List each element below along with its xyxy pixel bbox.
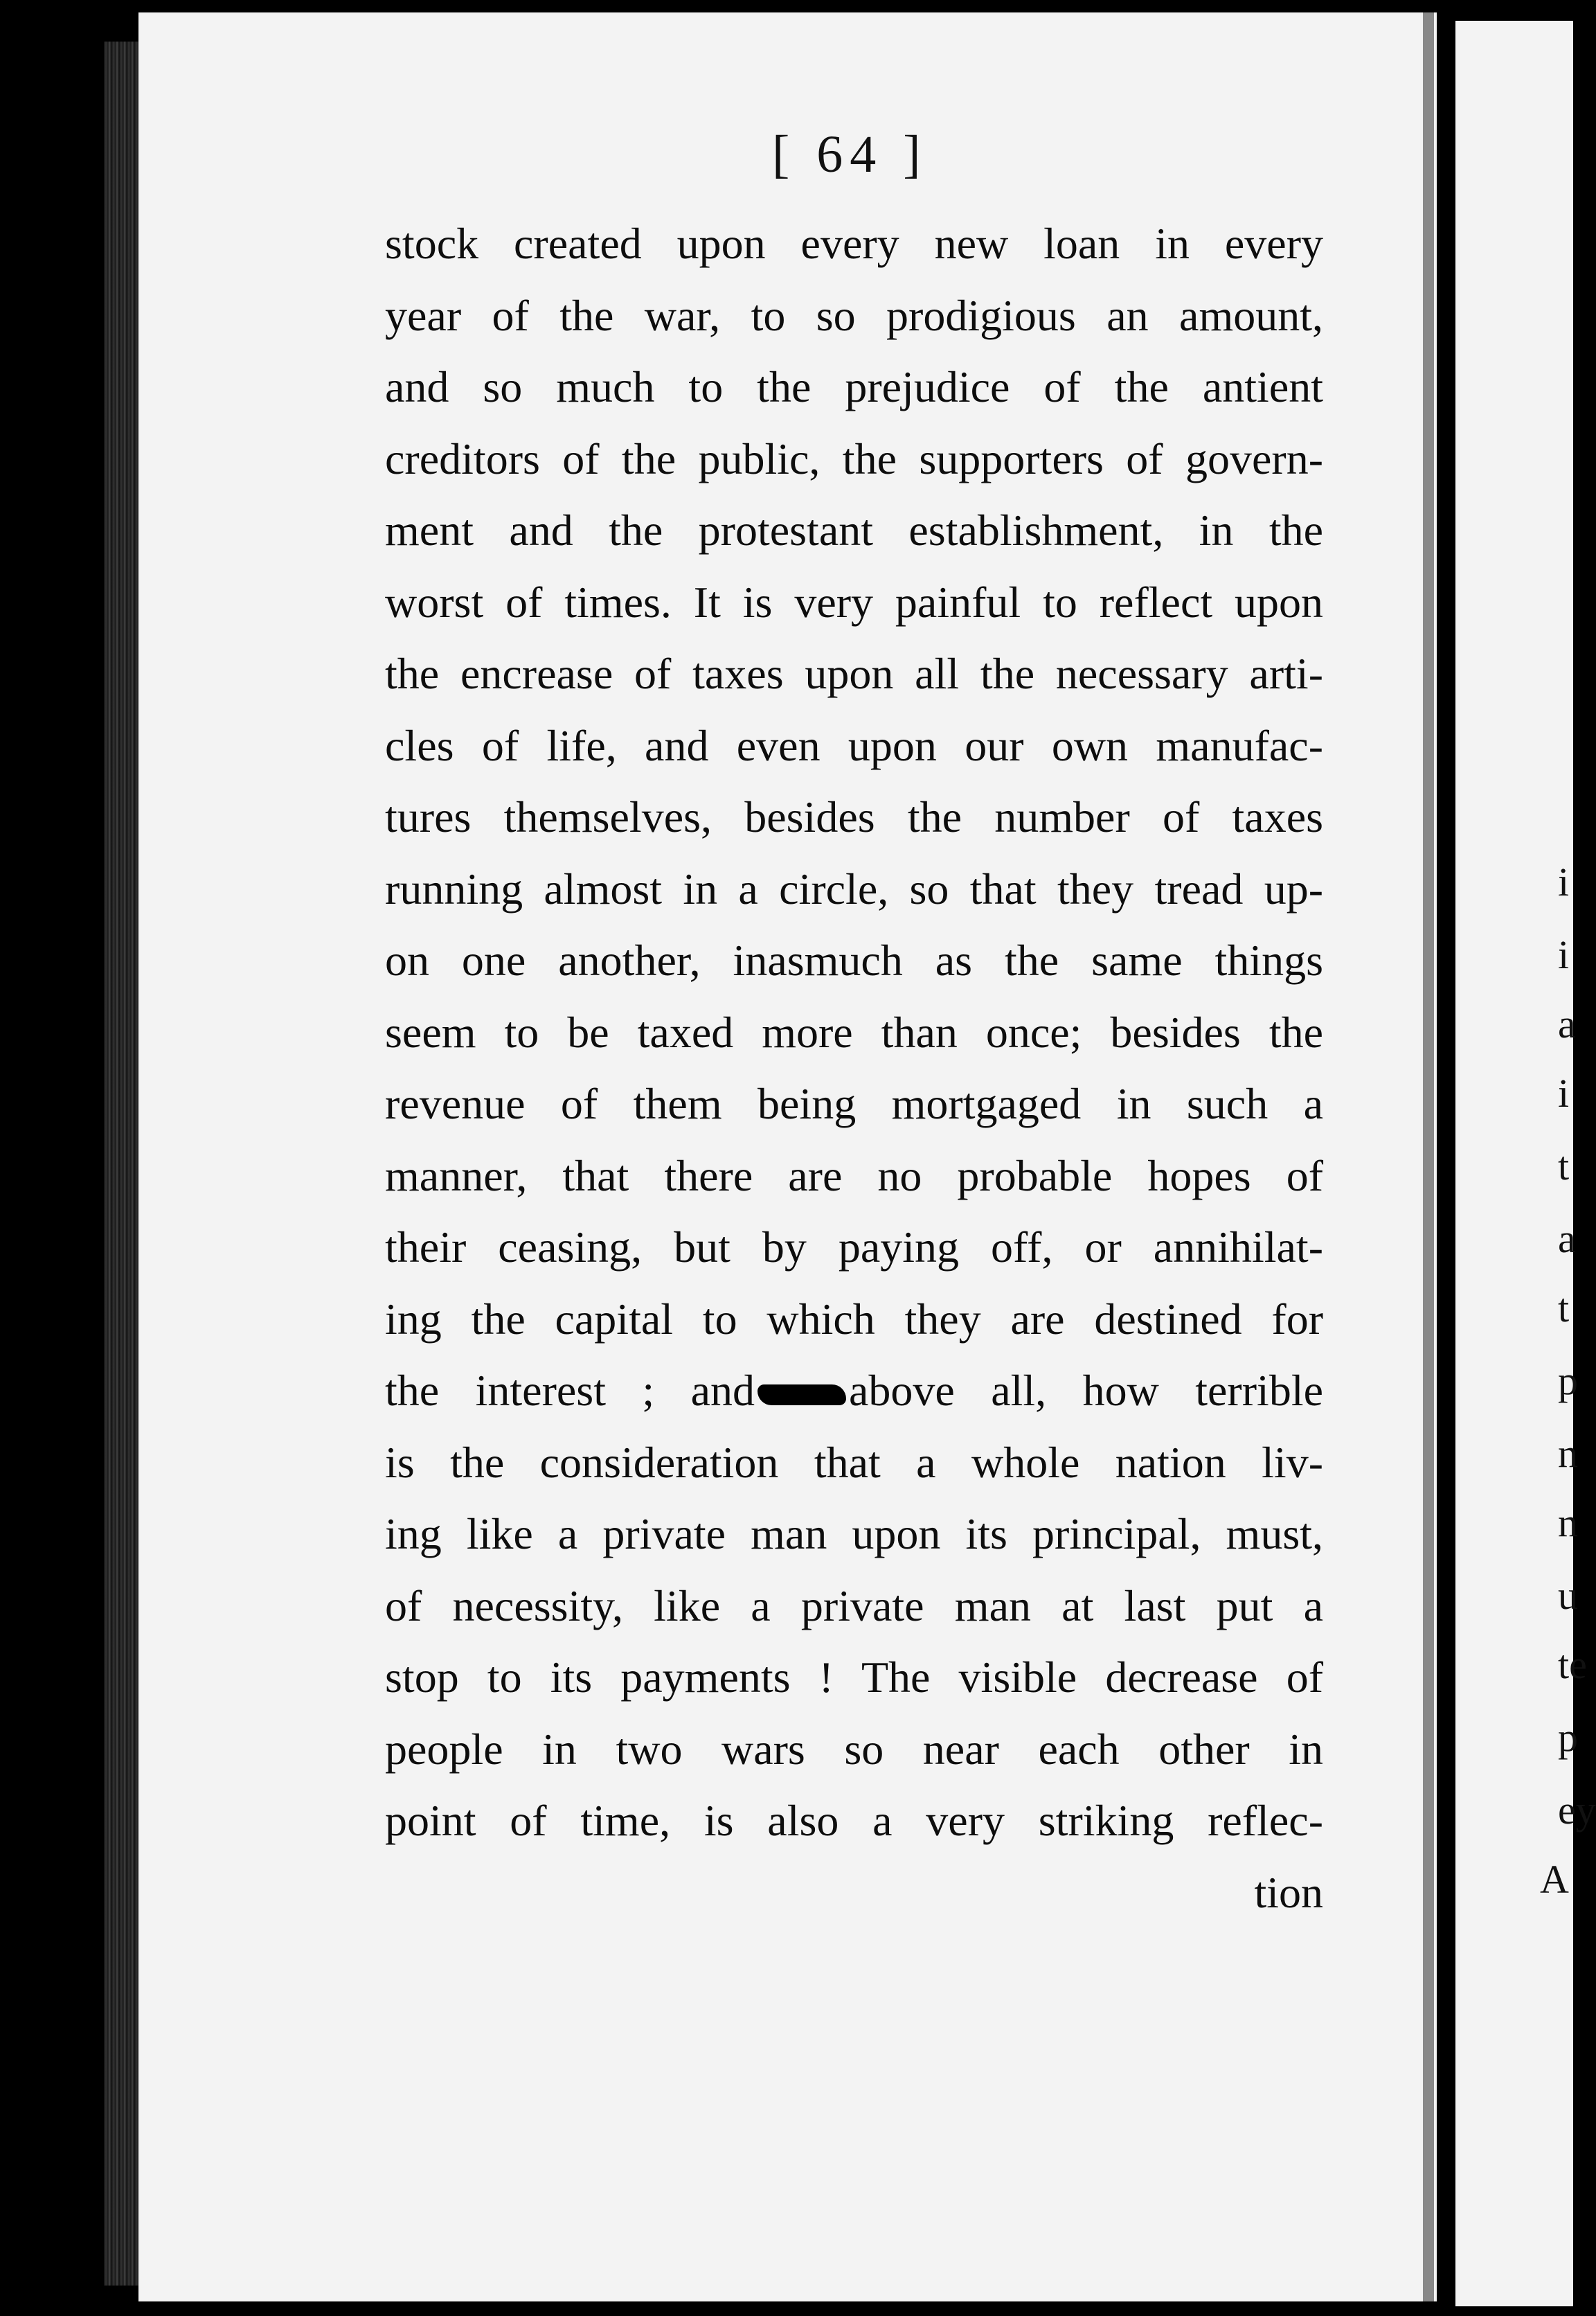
text-line: ing like a private man upon its principal, must, — [385, 1509, 1323, 1558]
text-line: stock created upon every new loan in every — [385, 219, 1323, 268]
text-line: their ceasing, but by paying off, or annihilat- — [385, 1222, 1323, 1272]
text-line: and so much to the prejudice of the antient — [385, 362, 1323, 411]
adjacent-page-letter: i — [1558, 1071, 1570, 1116]
body-text — [385, 208, 1323, 1928]
text-line: seem to be taxed more than once; besides the — [385, 1007, 1323, 1057]
text-line: revenue of them being mortgaged in such a — [385, 1079, 1323, 1128]
page-number: [ 64 ] — [772, 125, 928, 184]
page-edge — [1423, 12, 1434, 2301]
text-line: stop to its payments ! The visible decrease of — [385, 1653, 1323, 1702]
text-line: worst of times. It is very painful to reflect upon — [385, 577, 1323, 627]
adjacent-page-letter: p — [1558, 1715, 1578, 1760]
adjacent-page — [1455, 21, 1596, 2306]
text-line: tures themselves, besides the number of taxes — [385, 792, 1323, 841]
adjacent-page-letter: i — [1558, 932, 1570, 977]
adjacent-page-letter: n — [1558, 1431, 1578, 1476]
text-line: creditors of the public, the supporters of govern- — [385, 434, 1323, 483]
adjacent-page-letter: te — [1558, 1642, 1587, 1687]
text-line: running almost in a circle, so that they tread up- — [385, 864, 1323, 914]
ink-blot — [757, 1384, 846, 1405]
text-line: ing the capital to which they are destined for — [385, 1294, 1323, 1344]
adjacent-page-letter: ey — [1558, 1788, 1596, 1833]
text-line: people in two wars so near each other in — [385, 1724, 1323, 1774]
text-line-with-blot — [385, 1355, 1323, 1427]
text-line: on one another, inasmuch as the same things — [385, 936, 1323, 985]
text-line: ment and the protestant establishment, in the — [385, 506, 1323, 555]
text-line: point of time, is also a very striking reflec- — [385, 1796, 1323, 1845]
text-line: the encrease of taxes upon all the necessary arti- — [385, 649, 1323, 698]
text-line: manner, that there are no probable hopes of — [385, 1150, 1323, 1200]
text-line: cles of life, and even upon our own manufac- — [385, 720, 1323, 770]
adjacent-page-letter: a — [1558, 1216, 1576, 1261]
text-fragment: the interest ; and — [385, 1366, 755, 1415]
text-line: of necessity, like a private man at last put a — [385, 1580, 1323, 1630]
adjacent-page-letter: a — [1558, 1001, 1576, 1046]
text-line: is the consideration that a whole nation liv- — [385, 1437, 1323, 1487]
adjacent-page-letter: i — [1558, 859, 1570, 905]
adjacent-page-letter: t — [1558, 1285, 1570, 1330]
catchword: tion — [1254, 1867, 1323, 1917]
adjacent-page-letter: t — [1558, 1143, 1570, 1188]
adjacent-page-letter: A — [1540, 1857, 1569, 1902]
text-line: year of the war, to so prodigious an amount, — [385, 290, 1323, 340]
adjacent-page-letter: u — [1558, 1573, 1578, 1618]
adjacent-page-letter: n — [1558, 1500, 1578, 1545]
text-fragment: above all, how terrible — [848, 1366, 1323, 1415]
adjacent-page-letter: p — [1558, 1358, 1578, 1403]
